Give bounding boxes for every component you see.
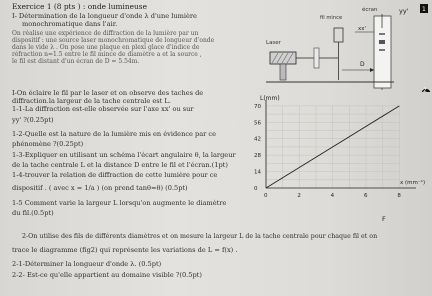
l-vs-x-chart: [248, 88, 432, 224]
q1-line-3: 1-1-La diffraction est-elle observée sur l'axe xx' ou sur: [12, 105, 194, 113]
y-tick-label: 28: [254, 153, 261, 160]
q1-line-4: yy' ?(0.25pt): [12, 116, 54, 124]
diffraction-spot: [379, 40, 385, 44]
laser-source: [270, 52, 296, 64]
laser-label: Laser: [266, 40, 281, 46]
q1-line-5: 1-2-Quelle est la nature de la lumière mis en évidence par ce: [12, 130, 217, 138]
q1-line-2: diffraction.la largeur de la tache centrale est L.: [12, 97, 171, 105]
diffraction-spot: [379, 33, 385, 35]
thin-wire-label: fil mince: [320, 15, 343, 21]
x-axis-label: x (mm⁻¹): [400, 180, 426, 186]
x-tick-label: 6: [364, 193, 368, 199]
distance-label: D: [360, 61, 365, 68]
part2-line-2: trace le diagramme (fig2) qui représente les variations de L = f(x) .: [12, 246, 238, 254]
x-tick-label: 8: [397, 193, 401, 199]
setup-diagram: [262, 0, 432, 92]
section-title: I- Détermination de la longueur d'onde λ d'une lumière: [12, 12, 197, 20]
y-tick-label: 14: [254, 169, 261, 176]
exercise-title: Exercice 1 (8 pts ) : onde lumineuse: [12, 2, 147, 11]
q1-line-10: dispositif . ( avec x = 1/a ) (on prend tanθ≈θ) (0.5pt): [12, 184, 188, 192]
part2-line-4: 2-2- Est-ce qu'elle appartient au domaine visible ?(0.5pt): [12, 271, 202, 279]
section-title-line-2: monochromatique dans l'air.: [22, 20, 118, 28]
q1-line-6: phénomène ?(0.25pt): [12, 140, 84, 148]
plexiglass-plate: [314, 48, 319, 68]
laser-stand: [280, 64, 286, 80]
q1-line-8: de la tache centrale L et la distance D entre le fil et l'écran.(1pt): [12, 161, 228, 169]
badge-1-text: 1: [422, 6, 426, 13]
intro-line-4: réfraction n=1.5 entre le fil mince de diamètre a et la source ,: [12, 51, 202, 58]
part2-line-1: 2-On utilise des fils de différents diamètres et on mesure la largeur L de la tache centrale pour chaque fil et on: [22, 233, 378, 240]
y-tick-label: 42: [254, 136, 261, 143]
yy-label: yy': [399, 7, 409, 15]
y-tick-label: 70: [254, 103, 261, 110]
y-axis-label: L(mm): [260, 95, 280, 102]
x-tick-label: 2: [297, 193, 301, 199]
intro-line-5: le fil est distant d'un écran de D = 5.54m.: [12, 58, 140, 65]
q1-line-9: 1-4-trouver la relation de diffraction de cette lumière pour ce: [12, 171, 218, 179]
x-tick-label: 0: [264, 193, 268, 199]
intro-line-2: dispositif : une source laser monochromatique de longueur d'onde: [12, 37, 215, 44]
xx-label: xx': [358, 26, 367, 32]
screen-label: écran: [362, 7, 378, 13]
y-tick-label: 0: [254, 186, 258, 192]
q1-line-11: 1-5 Comment varie la largeur L lorsqu'on augmente le diamètre: [12, 199, 227, 207]
screen-panel: [374, 16, 391, 88]
q1-line-1: I-On éclaire le fil par le laser et on observe des taches de: [12, 89, 204, 97]
figure-caption: F: [382, 215, 386, 223]
badge-2-text: 2: [423, 87, 427, 94]
diffraction-spot: [379, 49, 385, 51]
intro-line-1: On réalise une expérience de diffraction de la lumière par un: [12, 30, 199, 37]
part2-line-3: 2-1-Déterminer la longueur d'onde λ. (0.5pt): [12, 260, 162, 268]
x-tick-label: 4: [330, 193, 335, 199]
y-tick-label: 56: [254, 120, 261, 127]
q1-line-12: du fil.(0.5pt): [12, 209, 54, 217]
wire-holder: [334, 28, 343, 42]
q1-line-7: 1-3-Expliquer en utilisant un schéma l'écart angulaire θ, la largeur: [12, 151, 236, 159]
intro-line-3: dans le vide λ . On pose une plaque en plexi glace d'indice de: [12, 44, 200, 51]
